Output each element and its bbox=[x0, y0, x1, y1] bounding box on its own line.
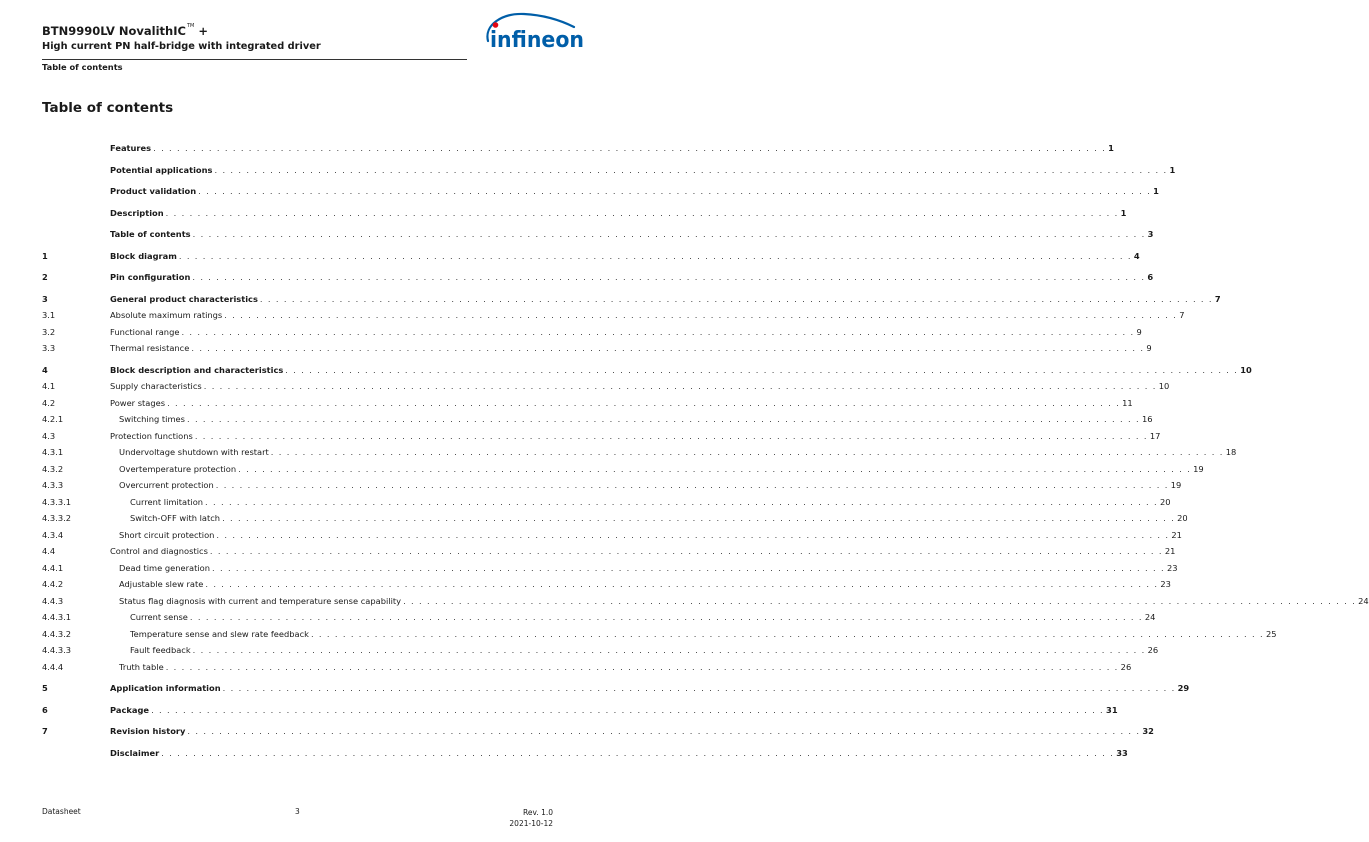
toc-entry-number: 3.2 bbox=[42, 327, 56, 337]
toc-entry[interactable] bbox=[42, 496, 1171, 508]
toc-entry-label[interactable]: Potential applications bbox=[110, 165, 213, 175]
toc-leader-dots: . . . . . . . . . . . . . . . . . . . . . . . . . . . . . . . . . . . . . . . . . . . . . . . . . . . . . . . . . . . . . . . . . . . . . . . . . . . . . . . . . . . . . . . . . . . . . . . . . . . . . . . . . . . . . . . . . . . . . . . . bbox=[310, 629, 1264, 639]
toc-leader-dots: . . . . . . . . . . . . . . . . . . . . . . . . . . . . . . . . . . . . . . . . . . . . . . . . . . . . . . . . . . . . . . . . . . . . . . . . . . . . . . . . . . . . . . . . . . . . . . . . . . . . . . . . . . . . . . . . . . . . . . . . bbox=[189, 612, 1143, 622]
toc-entry-number: 6 bbox=[42, 705, 48, 715]
toc-leader-dots: . . . . . . . . . . . . . . . . . . . . . . . . . . . . . . . . . . . . . . . . . . . . . . . . . . . . . . . . . . . . . . . . . . . . . . . . . . . . . . . . . . . . . . . . . . . . . . . . . . . . . . . . . . . . . . . . . . . . . . . . bbox=[192, 645, 1146, 655]
toc-entry-number: 5 bbox=[42, 683, 48, 693]
toc-entry-label[interactable]: Status flag diagnosis with current and temperature sense capability bbox=[119, 596, 402, 606]
toc-entry-line bbox=[110, 271, 1154, 283]
toc-leader-dots: . . . . . . . . . . . . . . . . . . . . . . . . . . . . . . . . . . . . . . . . . . . . . . . . . . . . . . . . . . . . . . . . . . . . . . . . . . . . . . . . . . . . . . . . . . . . . . . . . . . . . . . . . . . . . . . . . . . . . . . . bbox=[192, 272, 1146, 282]
toc-entry-line bbox=[110, 380, 1170, 392]
toc-entry-page: 24 bbox=[1358, 596, 1369, 606]
toc-entry-label[interactable]: Block description and characteristics bbox=[110, 365, 284, 375]
toc-entry-label[interactable]: Short circuit protection bbox=[119, 530, 215, 540]
toc-entry-page: 31 bbox=[1106, 705, 1118, 715]
toc-entry-page: 19 bbox=[1193, 464, 1204, 474]
toc-entry[interactable] bbox=[42, 661, 1132, 673]
toc-entry-line bbox=[110, 545, 1176, 557]
toc-leader-dots: . . . . . . . . . . . . . . . . . . . . . . . . . . . . . . . . . . . . . . . . . . . . . . . . . . . . . . . . . . . . . . . . . . . . . . . . . . . . . . . . . . . . . . . . . . . . . . . . . . . . . . . . . . . . . . . . . . . . . . . . bbox=[205, 579, 1159, 589]
logo-red-dot bbox=[493, 22, 499, 28]
toc-entry-number: 4.4.3.2 bbox=[42, 629, 72, 639]
header-section-label: Table of contents bbox=[42, 62, 123, 72]
toc-leader-dots: . . . . . . . . . . . . . . . . . . . . . . . . . . . . . . . . . . . . . . . . . . . . . . . . . . . . . . . . . . . . . . . . . . . . . . . . . . . . . . . . . . . . . . . . . . . . . . . . . . . . . . . . . . . . . . . . . . . . . . . . bbox=[203, 381, 1157, 391]
logo-text: infineon bbox=[490, 28, 584, 53]
toc-entry-line bbox=[110, 326, 1142, 338]
toc-entry[interactable] bbox=[42, 364, 1252, 376]
toc-leader-dots: . . . . . . . . . . . . . . . . . . . . . . . . . . . . . . . . . . . . . . . . . . . . . . . . . . . . . . . . . . . . . . . . . . . . . . . . . . . . . . . . . . . . . . . . . . . . . . . . . . . . . . . . . . . . . . . . . . . . . . . . bbox=[238, 464, 1192, 474]
footer-date: 2021-10-12 bbox=[509, 819, 553, 828]
header-rule bbox=[42, 59, 467, 60]
footer-doc-type: Datasheet bbox=[42, 807, 81, 816]
toc-entry-number: 3.1 bbox=[42, 310, 56, 320]
toc-entry[interactable] bbox=[42, 595, 1369, 607]
toc-entry-page: 19 bbox=[1170, 480, 1182, 490]
toc-entry-label[interactable]: Absolute maximum ratings bbox=[110, 310, 223, 320]
toc-entry-label[interactable]: Switch-OFF with latch bbox=[130, 513, 221, 523]
toc-entry-label[interactable]: Revision history bbox=[110, 726, 186, 736]
toc-entry-page: 23 bbox=[1166, 563, 1178, 573]
toc-leader-dots: . . . . . . . . . . . . . . . . . . . . . . . . . . . . . . . . . . . . . . . . . . . . . . . . . . . . . . . . . . . . . . . . . . . . . . . . . . . . . . . . . . . . . . . . . . . . . . . . . . . . . . . . . . . . . . . . . . . . . . . . bbox=[209, 546, 1163, 556]
toc-leader-dots: . . . . . . . . . . . . . . . . . . . . . . . . . . . . . . . . . . . . . . . . . . . . . . . . . . . . . . . . . . . . . . . . . . . . . . . . . . . . . . . . . . . . . . . . . . . . . . . . . . . . . . . . . . . . . . . . . . . . . . . . bbox=[215, 480, 1169, 490]
toc-entry-line bbox=[119, 446, 1237, 458]
toc-entry-number: 4 bbox=[42, 365, 48, 375]
toc-entry-line bbox=[119, 578, 1171, 590]
toc-entry-label[interactable]: Thermal resistance bbox=[110, 343, 190, 353]
toc-entry-page: 1 bbox=[1153, 186, 1159, 196]
toc-entry-page: 10 bbox=[1240, 365, 1252, 375]
toc-entry-label[interactable]: General product characteristics bbox=[110, 294, 258, 304]
toc-leader-dots: . . . . . . . . . . . . . . . . . . . . . . . . . . . . . . . . . . . . . . . . . . . . . . . . . . . . . . . . . . . . . . . . . . . . . . . . . . . . . . . . . . . . . . . . . . . . . . . . . . . . . . . . . . . . . . . . . . . . . . . . bbox=[192, 229, 1146, 239]
toc-leader-dots: . . . . . . . . . . . . . . . . . . . . . . . . . . . . . . . . . . . . . . . . . . . . . . . . . . . . . . . . . . . . . . . . . . . . . . . . . . . . . . . . . . . . . . . . . . . . . . . . . . . . . . . . . . . . . . . . . . . . . . . . bbox=[181, 327, 1135, 337]
toc-entry[interactable] bbox=[42, 545, 1176, 557]
toc-entry[interactable] bbox=[42, 185, 1159, 197]
toc-leader-dots: . . . . . . . . . . . . . . . . . . . . . . . . . . . . . . . . . . . . . . . . . . . . . . . . . . . . . . . . . . . . . . . . . . . . . . . . . . . . . . . . . . . . . . . . . . . . . . . . . . . . . . . . . . . . . . . . . . . . . . . . bbox=[165, 662, 1119, 672]
toc-entry-page: 26 bbox=[1120, 662, 1132, 672]
toc-entry-number: 4.4.4 bbox=[42, 662, 64, 672]
toc-entry[interactable] bbox=[42, 682, 1190, 694]
infineon-logo bbox=[482, 11, 588, 59]
toc-leader-dots: . . . . . . . . . . . . . . . . . . . . . . . . . . . . . . . . . . . . . . . . . . . . . . . . . . . . . . . . . . . . . . . . . . . . . . . . . . . . . . . . . . . . . . . . . . . . . . . . . . . . . . . . . . . . . . . . . . . . . . . . bbox=[216, 530, 1170, 540]
toc-leader-dots: . . . . . . . . . . . . . . . . . . . . . . . . . . . . . . . . . . . . . . . . . . . . . . . . . . . . . . . . . . . . . . . . . . . . . . . . . . . . . . . . . . . . . . . . . . . . . . . . . . . . . . . . . . . . . . . . . . . . . . . . bbox=[270, 447, 1224, 457]
toc-leader-dots: . . . . . . . . . . . . . . . . . . . . . . . . . . . . . . . . . . . . . . . . . . . . . . . . . . . . . . . . . . . . . . . . . . . . . . . . . . . . . . . . . . . . . . . . . . . . . . . . . . . . . . . . . . . . . . . . . . . . . . . . bbox=[224, 310, 1178, 320]
toc-entry-page: 26 bbox=[1147, 645, 1159, 655]
toc-entry-page: 16 bbox=[1141, 414, 1153, 424]
toc-entry[interactable] bbox=[42, 529, 1182, 541]
toc-entry-page: 10 bbox=[1158, 381, 1170, 391]
toc-entry[interactable] bbox=[42, 430, 1161, 442]
toc-entry-page: 17 bbox=[1149, 431, 1161, 441]
toc-entry-page: 21 bbox=[1171, 530, 1182, 540]
toc-entry-page: 9 bbox=[1146, 343, 1152, 353]
toc-entry-label[interactable]: Dead time generation bbox=[119, 563, 210, 573]
toc-entry-number: 4.3.3 bbox=[42, 480, 64, 490]
toc-entry[interactable] bbox=[42, 250, 1140, 262]
toc-entry-line bbox=[130, 496, 1171, 508]
toc-entry-line bbox=[119, 463, 1204, 475]
toc-entry[interactable] bbox=[42, 164, 1176, 176]
toc-entry-label[interactable]: Protection functions bbox=[110, 431, 193, 441]
toc-entry-label[interactable]: Disclaimer bbox=[110, 748, 160, 758]
toc-leader-dots: . . . . . . . . . . . . . . . . . . . . . . . . . . . . . . . . . . . . . . . . . . . . . . . . . . . . . . . . . . . . . . . . . . . . . . . . . . . . . . . . . . . . . . . . . . . . . . . . . . . . . . . . . . . . . . . . . . . . . . . . bbox=[151, 705, 1105, 715]
toc-entry-label[interactable]: Fault feedback bbox=[130, 645, 191, 655]
toc-entry-number: 4.3.2 bbox=[42, 464, 64, 474]
toc-entry-line bbox=[130, 628, 1277, 640]
toc-entry-line bbox=[130, 512, 1188, 524]
toc-entry-label[interactable]: Functional range bbox=[110, 327, 180, 337]
toc-entry-label[interactable]: Switching times bbox=[119, 414, 185, 424]
toc-entry-line bbox=[110, 228, 1154, 240]
toc-leader-dots: . . . . . . . . . . . . . . . . . . . . . . . . . . . . . . . . . . . . . . . . . . . . . . . . . . . . . . . . . . . . . . . . . . . . . . . . . . . . . . . . . . . . . . . . . . . . . . . . . . . . . . . . . . . . . . . . . . . . . . . . bbox=[222, 683, 1176, 693]
toc-entry-page: 20 bbox=[1177, 513, 1188, 523]
toc-entry-line bbox=[110, 747, 1128, 759]
toc-entry-line bbox=[130, 644, 1159, 656]
toc-entry-label[interactable]: Overtemperature protection bbox=[119, 464, 237, 474]
toc-entry-line bbox=[110, 164, 1176, 176]
toc-entry-page: 1 bbox=[1108, 143, 1114, 153]
toc-entry-number: 3.3 bbox=[42, 343, 56, 353]
toc-entry-line bbox=[119, 595, 1369, 607]
toc-entry-number: 4.4.3.1 bbox=[42, 612, 72, 622]
toc-entry-number: 4.4.2 bbox=[42, 579, 64, 589]
toc-leader-dots: . . . . . . . . . . . . . . . . . . . . . . . . . . . . . . . . . . . . . . . . . . . . . . . . . . . . . . . . . . . . . . . . . . . . . . . . . . . . . . . . . . . . . . . . . . . . . . . . . . . . . . . . . . . . . . . . . . . . . . . . bbox=[222, 513, 1176, 523]
toc-entry-line bbox=[110, 342, 1152, 354]
toc-entry-line bbox=[110, 397, 1133, 409]
toc-entry-number: 4.3.1 bbox=[42, 447, 64, 457]
toc-entry-number: 4.4.3 bbox=[42, 596, 64, 606]
toc-entry-page: 1 bbox=[1120, 208, 1127, 218]
toc-leader-dots: . . . . . . . . . . . . . . . . . . . . . . . . . . . . . . . . . . . . . . . . . . . . . . . . . . . . . . . . . . . . . . . . . . . . . . . . . . . . . . . . . . . . . . . . . . . . . . . . . . . . . . . . . . . . . . . . . . . . . . . . bbox=[285, 365, 1239, 375]
toc-leader-dots: . . . . . . . . . . . . . . . . . . . . . . . . . . . . . . . . . . . . . . . . . . . . . . . . . . . . . . . . . . . . . . . . . . . . . . . . . . . . . . . . . . . . . . . . . . . . . . . . . . . . . . . . . . . . . . . . . . . . . . . . bbox=[205, 497, 1159, 507]
toc-entry-line bbox=[110, 185, 1159, 197]
toc-entry-line bbox=[110, 142, 1114, 154]
toc-entry-label[interactable]: Overcurrent protection bbox=[119, 480, 214, 490]
toc-entry[interactable] bbox=[42, 228, 1154, 240]
toc-entry-label[interactable]: Table of contents bbox=[110, 229, 191, 239]
toc-entry-line bbox=[110, 309, 1185, 321]
toc-entry-line bbox=[119, 529, 1182, 541]
toc-entry[interactable] bbox=[42, 271, 1154, 283]
toc-entry[interactable] bbox=[42, 479, 1182, 491]
toc-entry-page: 4 bbox=[1133, 251, 1140, 261]
toc-entry-page: 29 bbox=[1177, 683, 1190, 693]
toc-leader-dots: . . . . . . . . . . . . . . . . . . . . . . . . . . . . . . . . . . . . . . . . . . . . . . . . . . . . . . . . . . . . . . . . . . . . . . . . . . . . . . . . . . . . . . . . . . . . . . . . . . . . . . . . . . . . . . . . . . . . . . . . bbox=[161, 748, 1115, 758]
toc-leader-dots: . . . . . . . . . . . . . . . . . . . . . . . . . . . . . . . . . . . . . . . . . . . . . . . . . . . . . . . . . . . . . . . . . . . . . . . . . . . . . . . . . . . . . . . . . . . . . . . . . . . . . . . . . . . . . . . . . . . . . . . . bbox=[187, 726, 1141, 736]
footer-revision: Rev. 1.0 bbox=[522, 808, 553, 817]
product-plus: + bbox=[198, 24, 208, 38]
toc-entry-line bbox=[130, 611, 1156, 623]
toc-entry-page: 9 bbox=[1136, 327, 1142, 337]
toc-entry-label[interactable]: Product validation bbox=[110, 186, 197, 196]
toc-entry-page: 6 bbox=[1147, 272, 1154, 282]
toc-entry-page: 24 bbox=[1144, 612, 1156, 622]
toc-entry-line bbox=[110, 250, 1140, 262]
trademark-mark: TM bbox=[186, 23, 195, 29]
toc-entry-number: 4.3.3.2 bbox=[42, 513, 72, 523]
toc-entry-line bbox=[110, 704, 1118, 716]
toc-entry[interactable] bbox=[42, 397, 1133, 409]
toc-entry[interactable] bbox=[42, 578, 1171, 590]
toc-entry-label[interactable]: Description bbox=[110, 208, 164, 218]
toc-entry-label[interactable]: Package bbox=[110, 705, 150, 715]
footer-revision-block bbox=[509, 807, 553, 829]
toc-entry[interactable] bbox=[42, 342, 1152, 354]
toc-leader-dots: . . . . . . . . . . . . . . . . . . . . . . . . . . . . . . . . . . . . . . . . . . . . . . . . . . . . . . . . . . . . . . . . . . . . . . . . . . . . . . . . . . . . . . . . . . . . . . . . . . . . . . . . . . . . . . . . . . . . . . . . bbox=[165, 208, 1119, 218]
toc-entry[interactable] bbox=[42, 628, 1277, 640]
toc-entry-page: 33 bbox=[1116, 748, 1128, 758]
toc-entry[interactable] bbox=[42, 293, 1221, 305]
toc-leader-dots: . . . . . . . . . . . . . . . . . . . . . . . . . . . . . . . . . . . . . . . . . . . . . . . . . . . . . . . . . . . . . . . . . . . . . . . . . . . . . . . . . . . . . . . . . . . . . . . . . . . . . . . . . . . . . . . . . . . . . . . . bbox=[186, 414, 1140, 424]
toc-entry[interactable] bbox=[42, 413, 1153, 425]
toc-entry-line bbox=[110, 682, 1190, 694]
toc-entry-label[interactable]: Supply characteristics bbox=[110, 381, 202, 391]
toc-entry[interactable] bbox=[42, 326, 1142, 338]
toc-entry-number: 4.2.1 bbox=[42, 414, 64, 424]
toc-leader-dots: . . . . . . . . . . . . . . . . . . . . . . . . . . . . . . . . . . . . . . . . . . . . . . . . . . . . . . . . . . . . . . . . . . . . . . . . . . . . . . . . . . . . . . . . . . . . . . . . . . . . . . . . . . . . . . . . . . . . . . . . bbox=[259, 294, 1213, 304]
toc-entry-page: 7 bbox=[1214, 294, 1221, 304]
toc-entry-line bbox=[119, 661, 1132, 673]
toc-entry[interactable] bbox=[42, 380, 1170, 392]
toc-entry-page: 23 bbox=[1160, 579, 1171, 589]
toc-entry-label[interactable]: Temperature sense and slew rate feedback bbox=[130, 629, 309, 639]
toc-leader-dots: . . . . . . . . . . . . . . . . . . . . . . . . . . . . . . . . . . . . . . . . . . . . . . . . . . . . . . . . . . . . . . . . . . . . . . . . . . . . . . . . . . . . . . . . . . . . . . . . . . . . . . . . . . . . . . . . . . . . . . . . bbox=[194, 431, 1148, 441]
toc-entry-number: 4.4 bbox=[42, 546, 56, 556]
toc-entry-number: 4.1 bbox=[42, 381, 56, 391]
toc-entry-number: 2 bbox=[42, 272, 48, 282]
toc-leader-dots: . . . . . . . . . . . . . . . . . . . . . . . . . . . . . . . . . . . . . . . . . . . . . . . . . . . . . . . . . . . . . . . . . . . . . . . . . . . . . . . . . . . . . . . . . . . . . . . . . . . . . . . . . . . . . . . . . . . . . . . . bbox=[153, 143, 1107, 153]
footer-page-number: 3 bbox=[295, 807, 300, 816]
toc-entry-page: 25 bbox=[1265, 629, 1277, 639]
toc-leader-dots: . . . . . . . . . . . . . . . . . . . . . . . . . . . . . . . . . . . . . . . . . . . . . . . . . . . . . . . . . . . . . . . . . . . . . . . . . . . . . . . . . . . . . . . . . . . . . . . . . . . . . . . . . . . . . . . . . . . . . . . . bbox=[212, 563, 1165, 573]
toc-entry-label[interactable]: Current limitation bbox=[130, 497, 204, 507]
toc-entry-line bbox=[119, 562, 1178, 574]
toc-entry-page: 20 bbox=[1160, 497, 1171, 507]
toc-entry-number: 4.3 bbox=[42, 431, 56, 441]
toc-entry-line bbox=[119, 479, 1182, 491]
toc-leader-dots: . . . . . . . . . . . . . . . . . . . . . . . . . . . . . . . . . . . . . . . . . . . . . . . . . . . . . . . . . . . . . . . . . . . . . . . . . . . . . . . . . . . . . . . . . . . . . . . . . . . . . . . . . . . . . . . . . . . . . . . . bbox=[198, 186, 1152, 196]
toc-entry[interactable] bbox=[42, 512, 1188, 524]
toc-entry[interactable] bbox=[42, 463, 1204, 475]
toc-entry[interactable] bbox=[42, 207, 1127, 219]
toc-leader-dots: . . . . . . . . . . . . . . . . . . . . . . . . . . . . . . . . . . . . . . . . . . . . . . . . . . . . . . . . . . . . . . . . . . . . . . . . . . . . . . . . . . . . . . . . . . . . . . . . . . . . . . . . . . . . . . . . . . . . . . . . bbox=[214, 165, 1168, 175]
toc-entry-page: 32 bbox=[1142, 726, 1154, 736]
toc-entry-page: 7 bbox=[1179, 310, 1185, 320]
toc-entry[interactable] bbox=[42, 309, 1185, 321]
toc-entry[interactable] bbox=[42, 725, 1154, 737]
toc-entry[interactable] bbox=[42, 562, 1178, 574]
toc-entry[interactable] bbox=[42, 446, 1237, 458]
toc-entry-label[interactable]: Truth table bbox=[119, 662, 164, 672]
header-title bbox=[42, 23, 208, 38]
toc-entry-page: 1 bbox=[1169, 165, 1176, 175]
toc-entry-page: 18 bbox=[1225, 447, 1237, 457]
toc-leader-dots: . . . . . . . . . . . . . . . . . . . . . . . . . . . . . . . . . . . . . . . . . . . . . . . . . . . . . . . . . . . . . . . . . . . . . . . . . . . . . . . . . . . . . . . . . . . . . . . . . . . . . . . . . . . . . . . . . . . . . . . . bbox=[191, 343, 1145, 353]
toc-leader-dots: . . . . . . . . . . . . . . . . . . . . . . . . . . . . . . . . . . . . . . . . . . . . . . . . . . . . . . . . . . . . . . . . . . . . . . . . . . . . . . . . . . . . . . . . . . . . . . . . . . . . . . . . . . . . . . . . . . . . . . . . bbox=[167, 398, 1121, 408]
toc-entry-line bbox=[110, 293, 1221, 305]
toc-entry-page: 11 bbox=[1122, 398, 1133, 408]
toc-entry-page: 3 bbox=[1147, 229, 1154, 239]
toc-entry-label[interactable]: Current sense bbox=[130, 612, 188, 622]
toc-entry-number: 4.4.3.3 bbox=[42, 645, 72, 655]
toc-entry-label[interactable]: Undervoltage shutdown with restart bbox=[119, 447, 269, 457]
toc-entry-number: 3 bbox=[42, 294, 48, 304]
product-name: BTN9990LV NovalithIC bbox=[42, 24, 186, 38]
toc-entry-label[interactable]: Application information bbox=[110, 683, 221, 693]
toc-entry-label[interactable]: Block diagram bbox=[110, 251, 177, 261]
toc-entry-label[interactable]: Pin configuration bbox=[110, 272, 191, 282]
toc-entry[interactable] bbox=[42, 142, 1114, 154]
toc-entry-number: 1 bbox=[42, 251, 48, 261]
toc-entry-line bbox=[110, 430, 1161, 442]
header-subtitle: High current PN half-bridge with integrated driver bbox=[42, 41, 321, 52]
toc-entry-line bbox=[110, 207, 1127, 219]
toc-entry-number: 4.2 bbox=[42, 398, 56, 408]
toc-entry-page: 21 bbox=[1164, 546, 1176, 556]
toc-entry[interactable] bbox=[42, 747, 1128, 759]
toc-entry-label[interactable]: Features bbox=[110, 143, 152, 153]
toc-entry-number: 4.3.4 bbox=[42, 530, 64, 540]
toc-entry-label[interactable]: Power stages bbox=[110, 398, 166, 408]
page-title: Table of contents bbox=[42, 100, 174, 116]
toc-entry-number: 7 bbox=[42, 726, 48, 736]
toc-entry-number: 4.4.1 bbox=[42, 563, 64, 573]
toc-entry-number: 4.3.3.1 bbox=[42, 497, 72, 507]
toc-entry-line bbox=[110, 725, 1154, 737]
toc-entry[interactable] bbox=[42, 611, 1156, 623]
toc-entry-label[interactable]: Control and diagnostics bbox=[110, 546, 208, 556]
toc-entry-line bbox=[119, 413, 1153, 425]
toc-leader-dots: . . . . . . . . . . . . . . . . . . . . . . . . . . . . . . . . . . . . . . . . . . . . . . . . . . . . . . . . . . . . . . . . . . . . . . . . . . . . . . . . . . . . . . . . . . . . . . . . . . . . . . . . . . . . . . . . . . . . . . . . bbox=[178, 251, 1132, 261]
toc-entry[interactable] bbox=[42, 704, 1118, 716]
toc-entry[interactable] bbox=[42, 644, 1159, 656]
toc-leader-dots: . . . . . . . . . . . . . . . . . . . . . . . . . . . . . . . . . . . . . . . . . . . . . . . . . . . . . . . . . . . . . . . . . . . . . . . . . . . . . . . . . . . . . . . . . . . . . . . . . . . . . . . . . . . . . . . . . . . . . . . . bbox=[403, 596, 1357, 606]
toc-entry-line bbox=[110, 364, 1252, 376]
toc-entry-label[interactable]: Adjustable slew rate bbox=[119, 579, 204, 589]
